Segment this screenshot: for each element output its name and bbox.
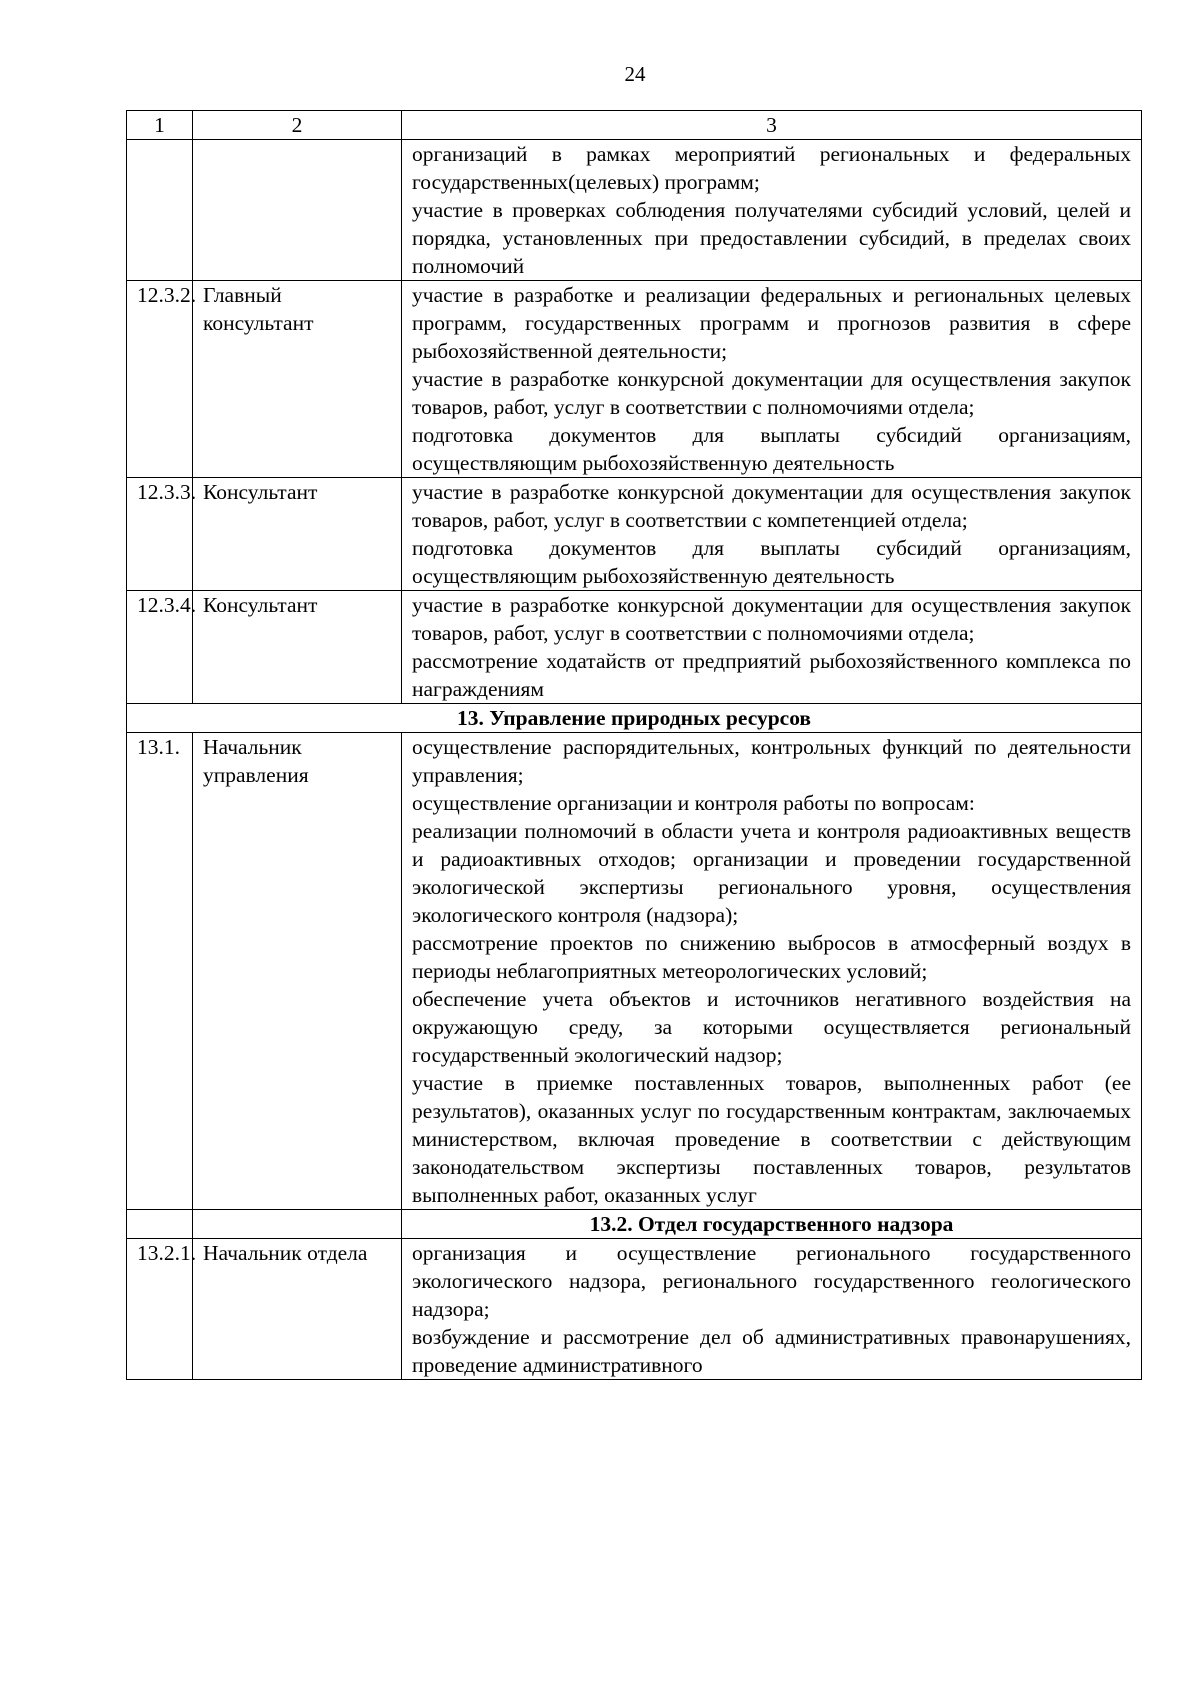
position-title: Начальник отдела bbox=[193, 1239, 402, 1380]
header-col-2: 2 bbox=[193, 111, 402, 140]
position-title: Начальник управления bbox=[193, 733, 402, 1210]
duties-table bbox=[126, 110, 1142, 1380]
duty-item: рассмотрение ходатайств от предприятий рыбохозяйственного комплекса по награждениям bbox=[412, 649, 1131, 701]
duty-item: участие в разработке конкурсной документации для осуществления закупок товаров, работ, услуг в соответствии с полномочиями отдела; bbox=[412, 367, 1131, 419]
row-number: 12.3.3. bbox=[127, 478, 193, 591]
duty-item: организация и осуществление регионального государственного экологического надзора, регионального государственного геологического надзора; bbox=[412, 1241, 1131, 1321]
header-col-1: 1 bbox=[127, 111, 193, 140]
table-row bbox=[127, 478, 1142, 591]
duty-item: участие в проверках соблюдения получателями субсидий условий, целей и порядка, установленных при предоставлении субсидий, в пределах своих полномочий bbox=[412, 198, 1131, 278]
position-title bbox=[193, 140, 402, 281]
position-title: Консультант bbox=[193, 591, 402, 704]
duties-cell bbox=[402, 733, 1142, 1210]
position-title: Консультант bbox=[193, 478, 402, 591]
duty-item: участие в разработке конкурсной документации для осуществления закупок товаров, работ, услуг в соответствии с компетенцией отдела; bbox=[412, 480, 1131, 532]
duties-cell bbox=[402, 140, 1142, 281]
duty-item: подготовка документов для выплаты субсидий организациям, осуществляющим рыбохозяйственную деятельность bbox=[412, 423, 1131, 475]
duties-cell bbox=[402, 1239, 1142, 1380]
table-body bbox=[127, 111, 1142, 1380]
position-title: Главный консультант bbox=[193, 281, 402, 478]
duty-item: обеспечение учета объектов и источников негативного воздействия на окружающую среду, за которыми осуществляется региональный государственный экологический надзор; bbox=[412, 987, 1131, 1067]
duty-item: осуществление организации и контроля работы по вопросам: bbox=[412, 791, 975, 815]
section-empty-cell bbox=[127, 1210, 193, 1239]
table-row bbox=[127, 591, 1142, 704]
section-heading-row bbox=[127, 704, 1142, 733]
duty-item: реализации полномочий в области учета и контроля радиоактивных веществ и радиоактивных отходов; организации и проведении государственной экологической экспертизы регионального уровня, осуществления экологического контроля (надзора); bbox=[412, 819, 1131, 927]
row-number bbox=[127, 140, 193, 281]
row-number: 13.2.1. bbox=[127, 1239, 193, 1380]
table-row bbox=[127, 1239, 1142, 1380]
row-number: 12.3.4. bbox=[127, 591, 193, 704]
duty-item: участие в разработке конкурсной документации для осуществления закупок товаров, работ, услуг в соответствии с полномочиями отдела; bbox=[412, 593, 1131, 645]
duties-cell bbox=[402, 281, 1142, 478]
section-heading-row bbox=[127, 1210, 1142, 1239]
duty-item: участие в приемке поставленных товаров, выполненных работ (ее результатов), оказанных услуг по государственным контрактам, заключаемых министерством, включая проведение в соответствии с действующим законодательством экспертизы поставленных товаров, результатов выполненных работ, оказанных услуг bbox=[412, 1071, 1131, 1207]
duty-item: подготовка документов для выплаты субсидий организациям, осуществляющим рыбохозяйственную деятельность bbox=[412, 536, 1131, 588]
page-number: 24 bbox=[624, 62, 646, 86]
header-col-3: 3 bbox=[402, 111, 1142, 140]
duties-cell bbox=[402, 591, 1142, 704]
table-header-row bbox=[127, 111, 1142, 140]
duty-item: организаций в рамках мероприятий региональных и федеральных государственных(целевых) программ; bbox=[412, 142, 1131, 194]
table-row bbox=[127, 733, 1142, 1210]
duty-item: участие в разработке и реализации федеральных и региональных целевых программ, государственных программ и прогнозов развития в сфере рыбохозяйственной деятельности; bbox=[412, 283, 1131, 363]
duty-item: осуществление распорядительных, контрольных функций по деятельности управления; bbox=[412, 735, 1131, 787]
row-number: 13.1. bbox=[127, 733, 193, 1210]
section-heading: 13. Управление природных ресурсов bbox=[127, 704, 1142, 733]
row-number: 12.3.2. bbox=[127, 281, 193, 478]
duties-cell bbox=[402, 478, 1142, 591]
table-row bbox=[127, 281, 1142, 478]
duty-item: возбуждение и рассмотрение дел об административных правонарушениях, проведение административного bbox=[412, 1325, 1131, 1377]
section-heading: 13.2. Отдел государственного надзора bbox=[402, 1210, 1142, 1239]
section-empty-cell bbox=[193, 1210, 402, 1239]
table-row bbox=[127, 140, 1142, 281]
duty-item: рассмотрение проектов по снижению выбросов в атмосферный воздух в периоды неблагоприятных метеорологических условий; bbox=[412, 931, 1131, 983]
